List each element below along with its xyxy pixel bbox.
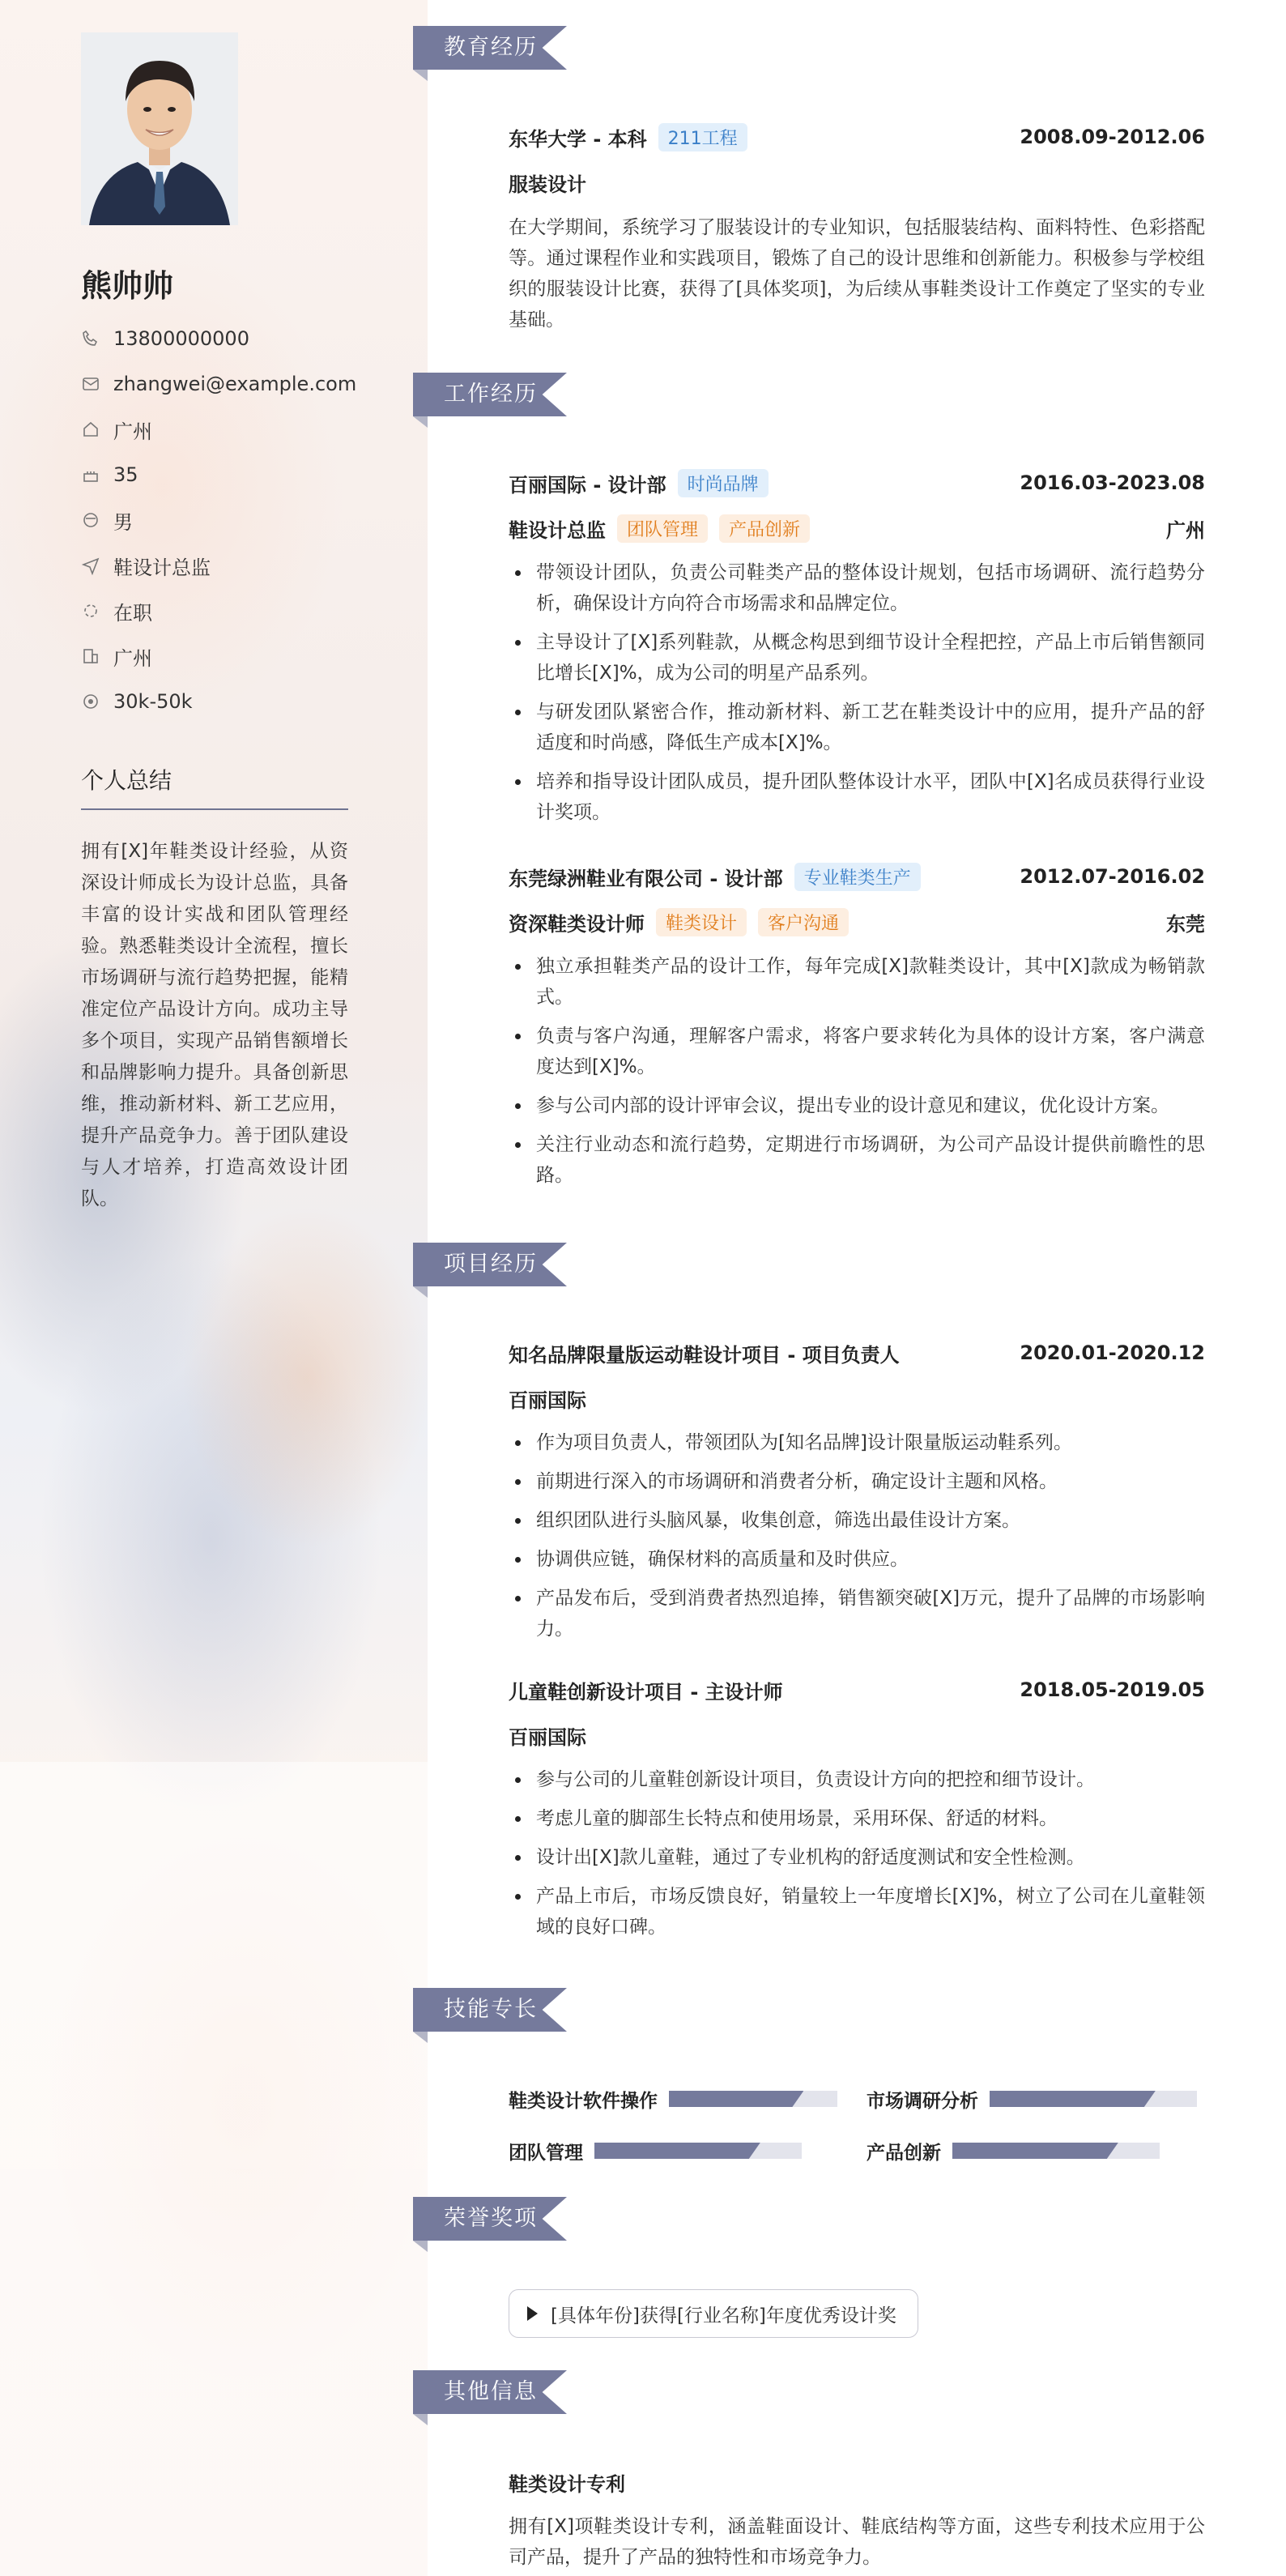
work-role-row bbox=[509, 906, 1205, 938]
education-major-row bbox=[509, 166, 1205, 198]
person-name: 熊帅帅 bbox=[81, 268, 174, 304]
list-item: 负责与客户沟通，理解客户需求，将客户要求转化为具体的设计方案，客户满意度达到[X]%。 bbox=[509, 1021, 1205, 1082]
info-gender bbox=[81, 504, 133, 536]
skill-bar-fill bbox=[952, 2143, 1118, 2159]
section-header-skills bbox=[428, 1988, 606, 2053]
info-email bbox=[81, 368, 356, 400]
work-date: 2012.07-2016.02 bbox=[1020, 865, 1205, 888]
work-role-tag: 客户沟通 bbox=[758, 908, 849, 936]
avatar bbox=[81, 32, 238, 225]
summary-text: 拥有[X]年鞋类设计经验，从资深设计师成长为设计总监，具备丰富的设计实战和团队管理经验。熟悉鞋类设计全流程，擅长市场调研与流行趋势把握，能精准定位产品设计方向。成功主导多个项目，实现产品销售额增长和品牌影响力提升。具备创新思维，推动新材料、新工艺应用，提升产品竞争力。善于团队建设与人才培养，打造高效设计团队。 bbox=[81, 841, 348, 1209]
list-item: 培养和指导设计团队成员，提升团队整体设计水平，团队中[X]名成员获得行业设计奖项。 bbox=[509, 766, 1205, 828]
skill-bar-fill bbox=[669, 2091, 803, 2107]
work-role-tag: 鞋类设计 bbox=[656, 908, 747, 936]
sidebar-fade bbox=[0, 1762, 428, 2576]
work-city: 东莞 bbox=[1166, 912, 1205, 936]
project-date: 2020.01-2020.12 bbox=[1020, 1341, 1205, 1364]
work-company: 东莞绿洲鞋业有限公司 - 设计部 bbox=[509, 867, 783, 890]
work-role: 资深鞋类设计师 bbox=[509, 912, 645, 936]
list-item: 前期进行深入的市场调研和消费者分析，确定设计主题和风格。 bbox=[509, 1466, 1205, 1497]
section-header-work bbox=[428, 373, 606, 437]
list-item: 组织团队进行头脑风暴，收集创意，筛选出最佳设计方案。 bbox=[509, 1505, 1205, 1536]
building-icon bbox=[81, 646, 100, 666]
skill-bar bbox=[952, 2143, 1160, 2159]
section-title: 工作经历 bbox=[444, 382, 538, 407]
list-item: 考虑儿童的脚部生长特点和使用场景，采用环保、舒适的材料。 bbox=[509, 1803, 1205, 1834]
list-item: 关注行业动态和流行趋势，定期进行市场调研，为公司产品设计提供前瞻性的思路。 bbox=[509, 1129, 1205, 1191]
project-header bbox=[509, 1337, 1205, 1369]
gender-icon bbox=[81, 510, 100, 530]
info-salary bbox=[81, 685, 193, 718]
skill-item bbox=[509, 2139, 802, 2163]
work-header bbox=[509, 860, 1205, 893]
summary-title: 个人总结 bbox=[81, 767, 172, 794]
skill-bar bbox=[594, 2143, 802, 2159]
section-title: 其他信息 bbox=[444, 2379, 538, 2404]
project-org-row bbox=[509, 1719, 1205, 1751]
project-name: 儿童鞋创新设计项目 - 主设计师 bbox=[509, 1680, 783, 1704]
info-city-value: 广州 bbox=[113, 646, 152, 670]
info-status bbox=[81, 595, 152, 627]
sidebar bbox=[0, 0, 428, 2576]
info-salary-value: 30k-50k bbox=[113, 690, 193, 713]
section-header-project bbox=[428, 1243, 606, 1307]
project-org: 百丽国际 bbox=[509, 1725, 586, 1749]
skill-name: 产品创新 bbox=[867, 2142, 941, 2164]
education-tag: 211工程 bbox=[658, 123, 747, 151]
info-email-value: zhangwei@example.com bbox=[113, 373, 357, 395]
skill-name: 市场调研分析 bbox=[867, 2090, 978, 2112]
info-city bbox=[81, 640, 152, 672]
other-title: 鞋类设计专利 bbox=[509, 2472, 625, 2496]
skill-item bbox=[867, 2139, 1160, 2163]
work-bullets bbox=[509, 951, 1205, 1199]
section-header-other bbox=[428, 2370, 606, 2435]
work-company: 百丽国际 - 设计部 bbox=[509, 473, 666, 497]
education-header bbox=[509, 121, 1205, 153]
skill-bar bbox=[990, 2091, 1197, 2107]
honor-item[interactable] bbox=[509, 2289, 918, 2338]
section-header-education bbox=[428, 26, 606, 91]
age-icon bbox=[81, 465, 100, 484]
section-title: 教育经历 bbox=[444, 35, 538, 60]
work-role-tag: 团队管理 bbox=[617, 514, 708, 543]
work-tag: 专业鞋类生产 bbox=[794, 863, 921, 891]
work-role-tag: 产品创新 bbox=[719, 514, 810, 543]
phone-icon bbox=[81, 329, 100, 348]
education-major: 服装设计 bbox=[509, 173, 586, 196]
send-icon bbox=[81, 556, 100, 575]
list-item: 独立承担鞋类产品的设计工作，每年完成[X]款鞋类设计，其中[X]款成为畅销款式。 bbox=[509, 951, 1205, 1013]
list-item: 协调供应链，确保材料的高质量和及时供应。 bbox=[509, 1544, 1205, 1575]
work-bullets bbox=[509, 557, 1205, 836]
skill-bar-fill bbox=[594, 2143, 760, 2159]
project-org: 百丽国际 bbox=[509, 1388, 586, 1412]
home-icon bbox=[81, 420, 100, 439]
education-date: 2008.09-2012.06 bbox=[1020, 126, 1205, 148]
list-item: 带领设计团队，负责公司鞋类产品的整体设计规划，包括市场调研、流行趋势分析，确保设计方向符合市场需求和品牌定位。 bbox=[509, 557, 1205, 619]
project-bullets bbox=[509, 1764, 1205, 1951]
status-icon bbox=[81, 601, 100, 621]
project-org-row bbox=[509, 1382, 1205, 1414]
info-status-value: 在职 bbox=[113, 601, 152, 625]
work-role-row bbox=[509, 512, 1205, 544]
list-item: 设计出[X]款儿童鞋，通过了专业机构的舒适度测试和安全性检测。 bbox=[509, 1842, 1205, 1873]
salary-icon bbox=[81, 692, 100, 711]
section-header-honors bbox=[428, 2197, 606, 2262]
skill-name: 团队管理 bbox=[509, 2142, 583, 2164]
list-item: 产品上市后，市场反馈良好，销量较上一年度增长[X]%，树立了公司在儿童鞋领域的良好口碑。 bbox=[509, 1881, 1205, 1943]
info-phone bbox=[81, 322, 249, 355]
work-role: 鞋设计总监 bbox=[509, 518, 606, 542]
info-age bbox=[81, 458, 138, 491]
project-date: 2018.05-2019.05 bbox=[1020, 1678, 1205, 1701]
project-bullets bbox=[509, 1427, 1205, 1653]
project-name: 知名品牌限量版运动鞋设计项目 - 项目负责人 bbox=[509, 1343, 900, 1367]
list-item: 产品发布后，受到消费者热烈追捧，销售额突破[X]万元，提升了品牌的市场影响力。 bbox=[509, 1583, 1205, 1644]
work-date: 2016.03-2023.08 bbox=[1020, 471, 1205, 494]
section-title: 荣誉奖项 bbox=[444, 2206, 538, 2231]
main-content bbox=[428, 0, 1286, 2576]
info-position bbox=[81, 549, 211, 582]
info-gender-value: 男 bbox=[113, 510, 133, 534]
other-title-row bbox=[509, 2466, 1205, 2498]
info-home-value: 广州 bbox=[113, 420, 152, 443]
section-title: 技能专长 bbox=[444, 1997, 538, 2022]
skill-bar bbox=[669, 2091, 837, 2107]
work-city: 广州 bbox=[1166, 518, 1205, 542]
info-position-value: 鞋设计总监 bbox=[113, 556, 211, 579]
list-item: 参与公司的儿童鞋创新设计项目，负责设计方向的把控和细节设计。 bbox=[509, 1764, 1205, 1795]
section-title: 项目经历 bbox=[444, 1252, 538, 1277]
skill-item bbox=[509, 2087, 837, 2111]
other-desc: 拥有[X]项鞋类设计专利，涵盖鞋面设计、鞋底结构等方面，这些专利技术应用于公司产品，提升了产品的独特性和市场竞争力。 bbox=[509, 2516, 1205, 2568]
skill-item bbox=[867, 2087, 1197, 2111]
honor-text: [具体年份]获得[行业名称]年度优秀设计奖 bbox=[551, 2305, 896, 2327]
education-desc: 在大学期间，系统学习了服装设计的专业知识，包括服装结构、面料特性、色彩搭配等。通过课程作业和实践项目，锻炼了自己的设计思维和创新能力。积极参与学校组织的服装设计比赛，获得了[具体奖项]，为后续从事鞋类设计工作奠定了坚实的专业基础。 bbox=[509, 217, 1205, 331]
skill-name: 鞋类设计软件操作 bbox=[509, 2090, 658, 2112]
summary-divider bbox=[81, 808, 348, 810]
list-item: 与研发团队紧密合作，推动新材料、新工艺在鞋类设计中的应用，提升产品的舒适度和时尚感，降低生产成本[X]%。 bbox=[509, 697, 1205, 758]
info-age-value: 35 bbox=[113, 463, 138, 486]
list-item: 参与公司内部的设计评审会议，提出专业的设计意见和建议，优化设计方案。 bbox=[509, 1090, 1205, 1121]
skill-bar-fill bbox=[990, 2091, 1156, 2107]
work-header bbox=[509, 467, 1205, 499]
play-icon bbox=[527, 2306, 538, 2321]
list-item: 主导设计了[X]系列鞋款，从概念构思到细节设计全程把控，产品上市后销售额同比增长[X]%，成为公司的明星产品系列。 bbox=[509, 627, 1205, 689]
list-item: 作为项目负责人，带领团队为[知名品牌]设计限量版运动鞋系列。 bbox=[509, 1427, 1205, 1458]
project-header bbox=[509, 1674, 1205, 1706]
info-home bbox=[81, 413, 152, 446]
info-phone-value: 13800000000 bbox=[113, 327, 249, 350]
work-tag: 时尚品牌 bbox=[678, 469, 769, 497]
education-school: 东华大学 - 本科 bbox=[509, 127, 647, 151]
mail-icon bbox=[81, 374, 100, 394]
